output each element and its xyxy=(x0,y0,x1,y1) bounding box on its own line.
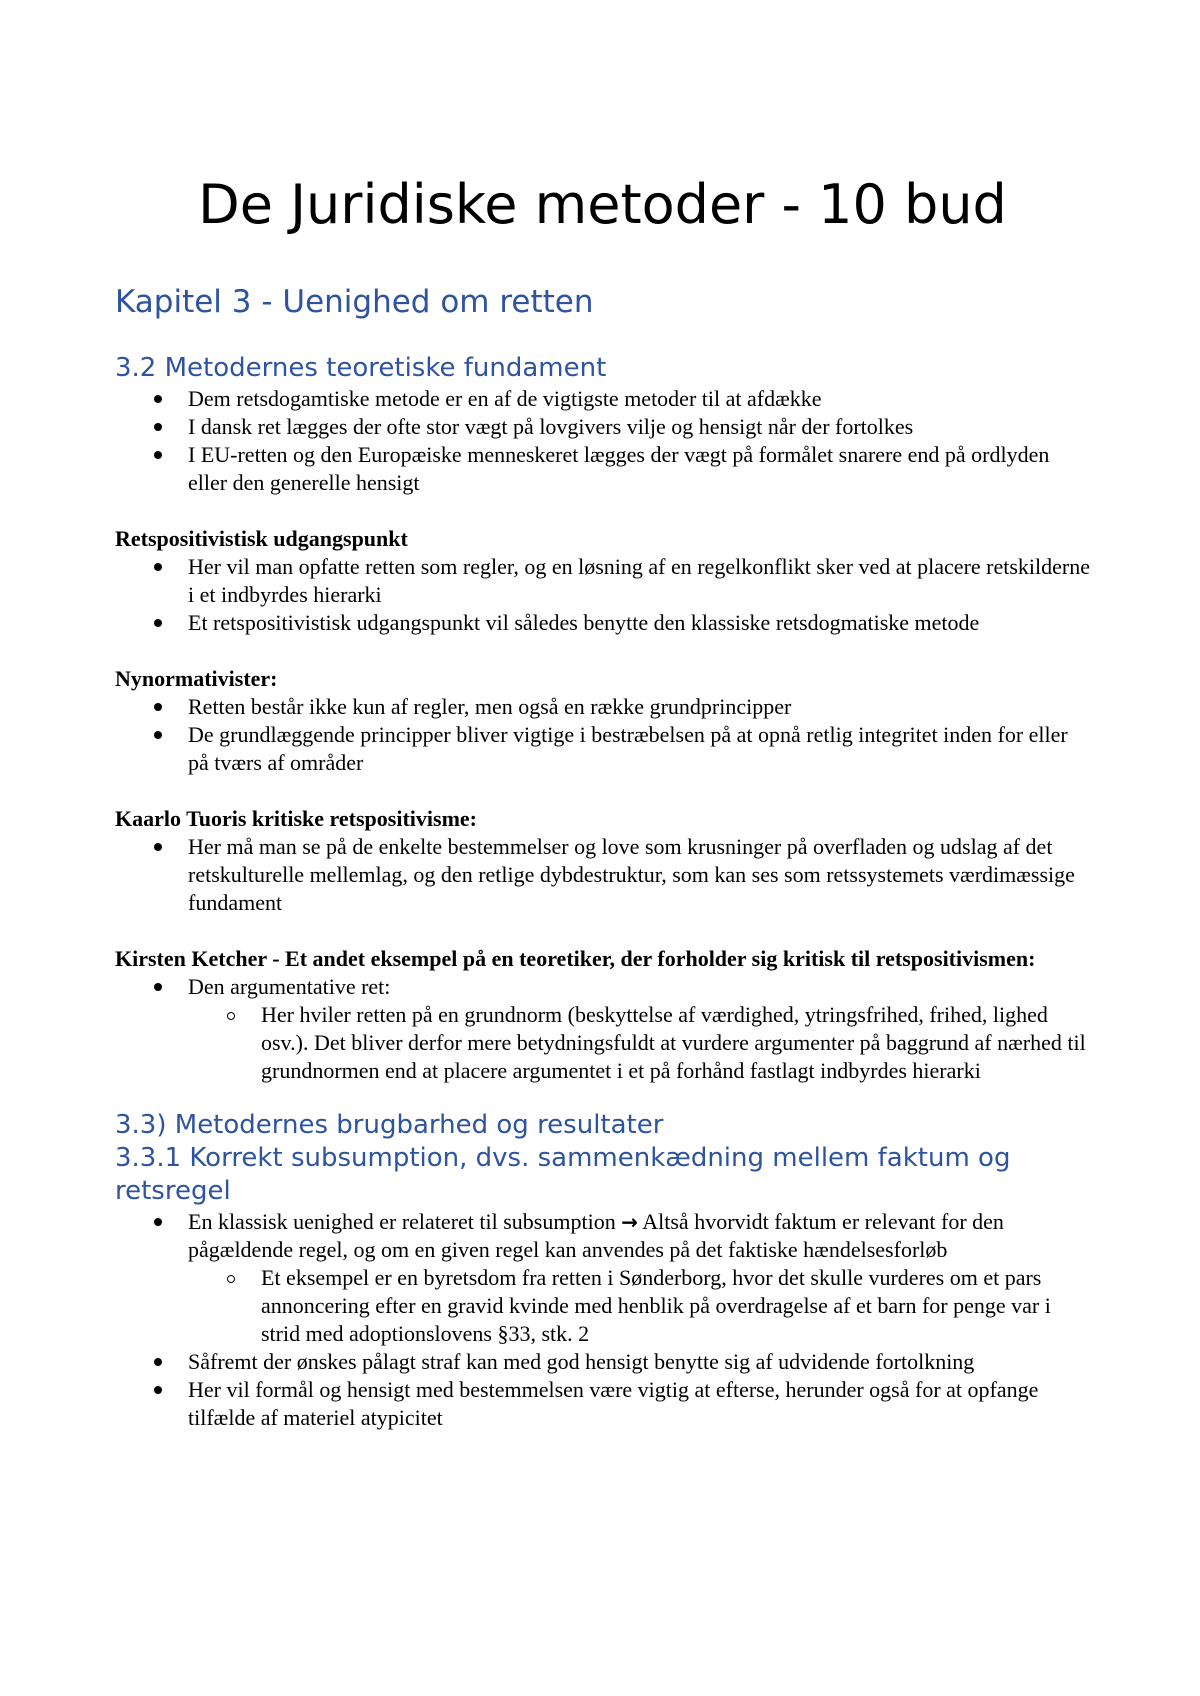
section-3-3-list xyxy=(115,1208,1090,1432)
tuori-list xyxy=(115,833,1090,917)
list-item-text: Altså hvorvidt faktum er relevant for den pågældende regel, og om en given regel kan anvendes på det faktiske hændelsesforløb xyxy=(188,1209,1004,1262)
ketcher-heading: Kirsten Ketcher - Et andet eksempel på en teoretiker, der forholder sig kritisk til retspositivismen: xyxy=(115,946,1036,971)
list-item: Her må man se på de enkelte bestemmelser og love som krusninger på overfladen og udslag af det retskulturelle mellemlag, og den retlige dybdestruktur, som kan ses som retssystemets værdimæssige fundament xyxy=(115,833,1090,917)
nynormativister-list xyxy=(115,693,1090,777)
section-3-2-heading: 3.2 Metodernes teoretiske fundament xyxy=(115,353,607,383)
retspositivistisk-list xyxy=(115,553,1090,637)
list-item: Her vil formål og hensigt med bestemmelsen være vigtig at efterse, herunder også for at opfange tilfælde af materiel atypicitet xyxy=(115,1376,1090,1432)
list-item: De grundlæggende principper bliver vigtige i bestræbelsen på at opnå retlig integritet inden for eller på tværs af områder xyxy=(115,721,1090,777)
list-item: Et retspositivistisk udgangspunkt vil således benytte den klassiske retsdogmatiske metode xyxy=(115,609,1090,637)
retspositivistisk-heading: Retspositivistisk udgangspunkt xyxy=(115,526,408,551)
chapter-heading: Kapitel 3 - Uenighed om retten xyxy=(115,284,594,320)
sub-list-item: Her hviler retten på en grundnorm (beskyttelse af værdighed, ytringsfrihed, frihed, lighed osv.). Det bliver derfor mere betydningsfuldt at vurdere argumenter på baggrund af nærhed til grundnormen end at placere argumentet i et på forhånd fastlagt indbyrdes hierarki xyxy=(115,1001,1090,1085)
list-item: Såfremt der ønskes pålagt straf kan med god hensigt benytte sig af udvidende fortolkning xyxy=(115,1348,1090,1376)
list-item: Retten består ikke kun af regler, men også en række grundprincipper xyxy=(115,693,1090,721)
nynormativister-heading: Nynormativister: xyxy=(115,666,278,691)
tuori-heading: Kaarlo Tuoris kritiske retspositivisme: xyxy=(115,806,477,831)
list-item: Her vil man opfatte retten som regler, og en løsning af en regelkonflikt sker ved at placere retskilderne i et indbyrdes hierarki xyxy=(115,553,1090,609)
ketcher-list xyxy=(115,973,1090,1085)
list-item: Den argumentative ret: xyxy=(115,973,1090,1001)
list-item: I EU-retten og den Europæiske menneskeret lægges der vægt på formålet snarere end på ordlyden eller den generelle hensigt xyxy=(115,441,1090,497)
section-3-3-heading: 3.3) Metodernes brugbarhed og resultater xyxy=(115,1110,664,1140)
section-3-2-list xyxy=(115,385,1090,497)
list-item xyxy=(115,1208,1090,1264)
list-item: Dem retsdogamtiske metode er en af de vigtigste metoder til at afdække xyxy=(115,385,1090,413)
section-3-3-1-heading: 3.3.1 Korrekt subsumption, dvs. sammenkædning mellem faktum og retsregel xyxy=(115,1143,1011,1206)
right-arrow-icon: → xyxy=(621,1210,638,1234)
list-item: I dansk ret lægges der ofte stor vægt på lovgivers vilje og hensigt når der fortolkes xyxy=(115,413,1090,441)
sub-list-item: Et eksempel er en byretsdom fra retten i Sønderborg, hvor det skulle vurderes om et pars annoncering efter en gravid kvinde med henblik på overdragelse af et barn for penge var i strid med adoptionslovens §33, stk. 2 xyxy=(115,1264,1090,1348)
document-title: De Juridiske metoder - 10 bud xyxy=(198,173,1007,236)
list-item-text: En klassisk uenighed er relateret til subsumption xyxy=(188,1209,622,1234)
